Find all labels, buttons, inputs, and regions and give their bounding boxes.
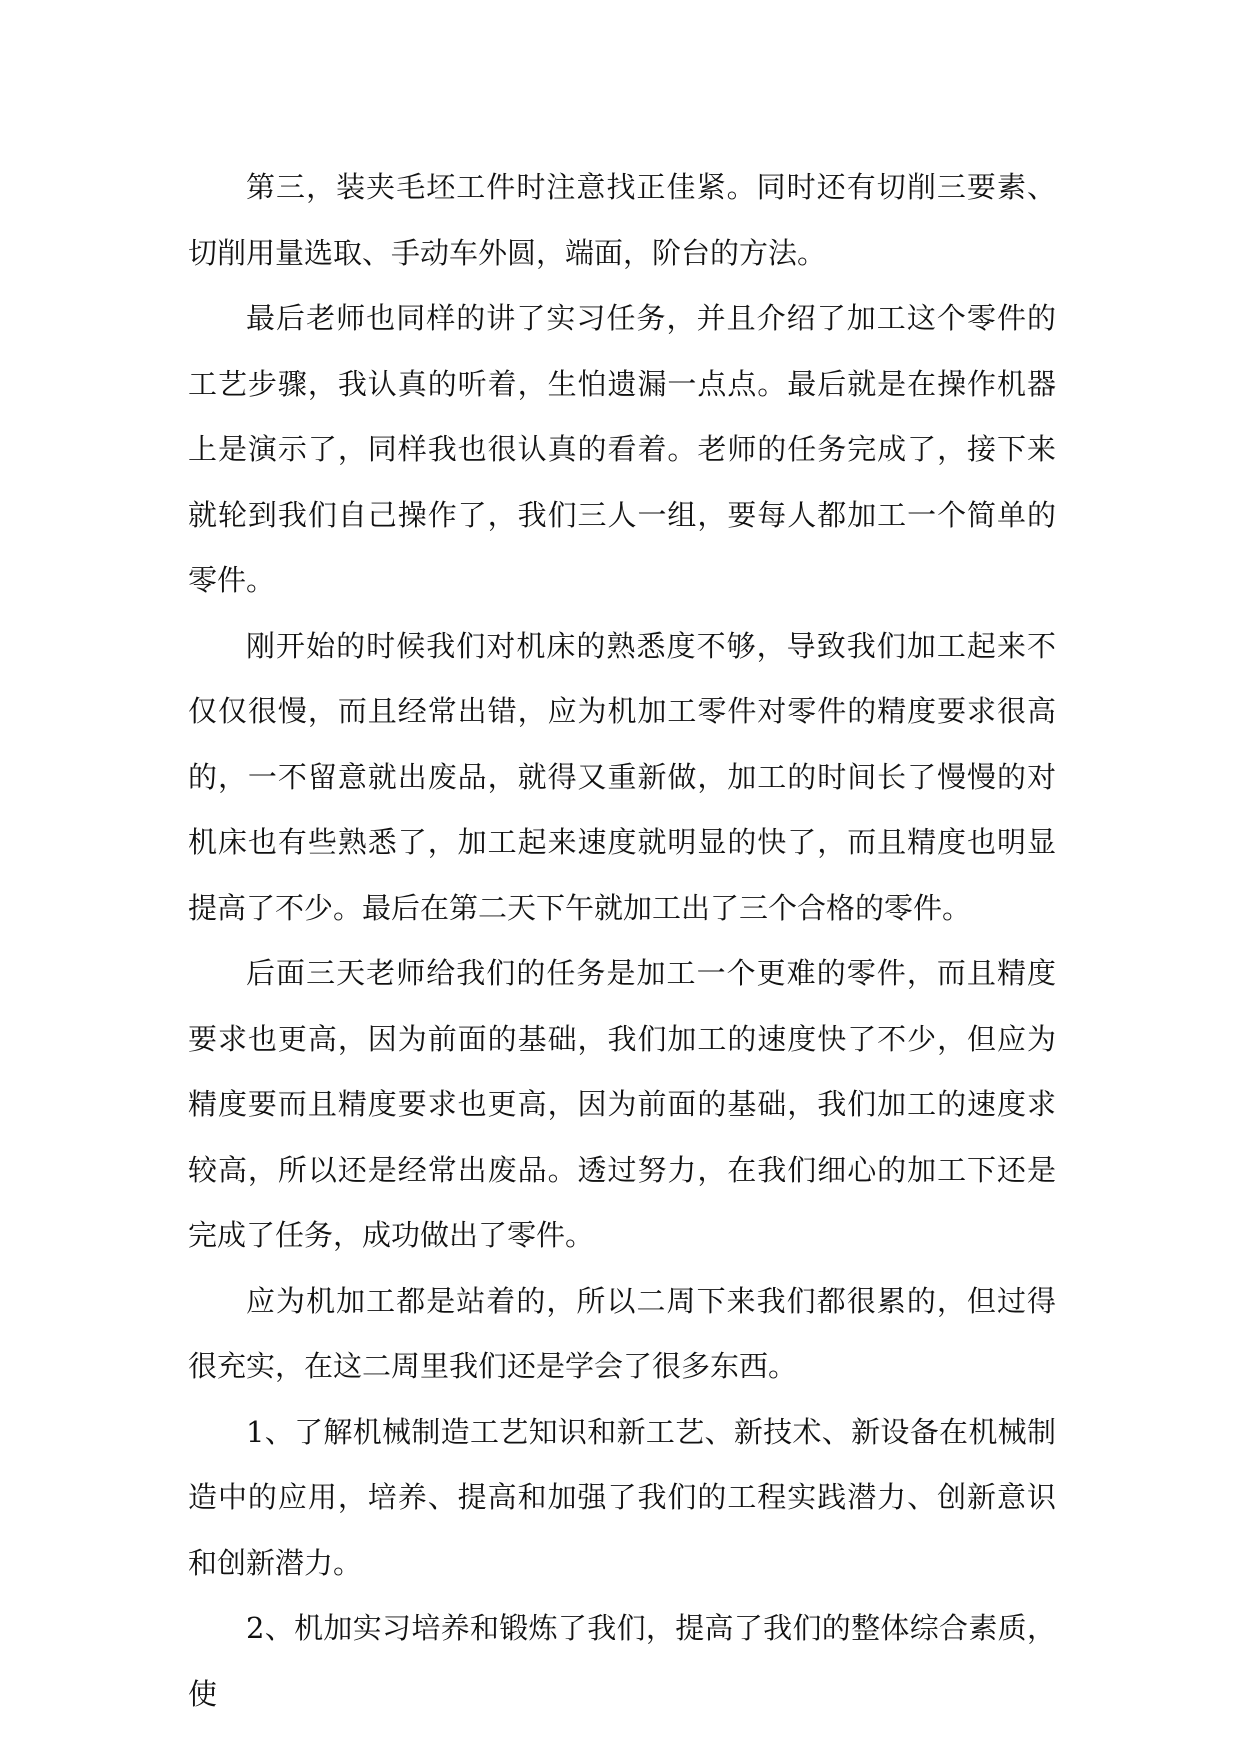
paragraph-harder-part: 后面三天老师给我们的任务是加工一个更难的零件，而且精度要求也更高，因为前面的基础，我们加工的速度快了不少，但应为精度要而且精度要求也更高，因为前面的基础，我们加工的速度求较高，所以还是经常出废品。透过努力，在我们细心的加工下还是完成了任务，成功做出了零件。: [188, 956, 1056, 1252]
paragraph-first-attempts: 刚开始的时候我们对机床的熟悉度不够，导致我们加工起来不仅仅很慢，而且经常出错，应为机加工零件对零件的精度要求很高的，一不留意就出废品，就得又重新做，加工的时间长了慢慢的对机床也有些熟悉了，加工起来速度就明显的快了，而且精度也明显提高了不少。最后在第二天下午就加工出了三个合格的零件。: [188, 628, 1056, 925]
paragraph-point-1: 1、了解机械制造工艺知识和新工艺、新技术、新设备在机械制造中的应用，培养、提高和加强了我们的工程实践潜力、创新意识和创新潜力。: [188, 1414, 1056, 1580]
paragraph-machining-basics: 第三，装夹毛坯工件时注意找正佳紧。同时还有切削三要素、切削用量选取、手动车外圆，端面，阶台的方法。: [188, 170, 1056, 270]
paragraph-teacher-demo: 最后老师也同样的讲了实习任务，并且介绍了加工这个零件的工艺步骤，我认真的听着，生怕遗漏一点点。最后就是在操作机器上是演示了，同样我也很认真的看着。老师的任务完成了，接下来就轮到我们自己操作了，我们三人一组，要每人都加工一个简单的零件。: [188, 301, 1056, 597]
paragraph-two-weeks: 应为机加工都是站着的，所以二周下来我们都很累的，但过得很充实，在这二周里我们还是学会了很多东西。: [188, 1283, 1056, 1383]
document-body: [188, 155, 1056, 1727]
paragraph-point-2: 2、机加实习培养和锻炼了我们，提高了我们的整体综合素质，使: [188, 1611, 1056, 1711]
